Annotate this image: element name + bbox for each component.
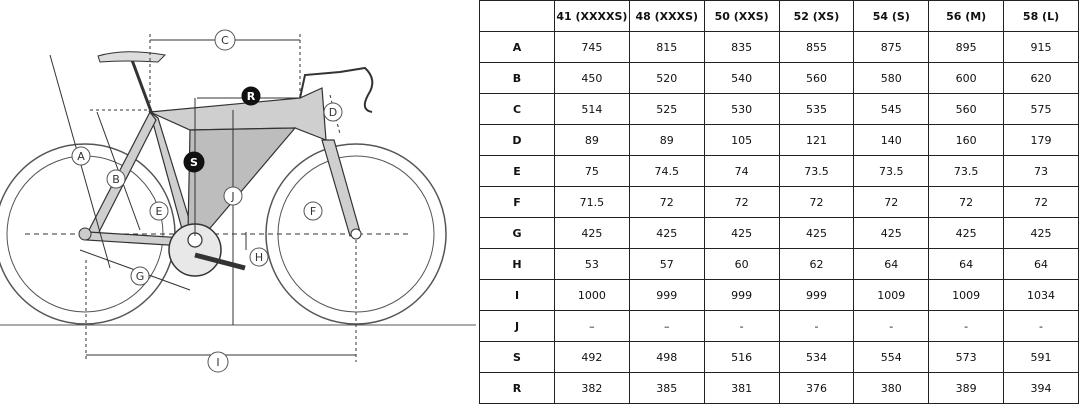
table-cell: 591: [1004, 342, 1079, 373]
table-cell: 73.5: [854, 156, 929, 187]
seatpost: [132, 60, 152, 114]
table-row: [480, 63, 1079, 94]
table-cell: 62: [779, 249, 854, 280]
table-row: [480, 218, 1079, 249]
rear-hub: [79, 228, 91, 240]
table-cell: 580: [854, 63, 929, 94]
table-cell: 380: [854, 373, 929, 404]
table-cell: –: [555, 311, 630, 342]
table-row: [480, 342, 1079, 373]
table-cell: 57: [629, 249, 704, 280]
table-row: [480, 187, 1079, 218]
table-cell: 72: [704, 187, 779, 218]
row-label: H: [480, 249, 555, 280]
table-cell: 389: [929, 373, 1004, 404]
table-cell: 74: [704, 156, 779, 187]
table-cell: 160: [929, 125, 1004, 156]
column-header: 58 (L): [1004, 1, 1079, 32]
svg-text:J: J: [231, 190, 235, 203]
table-cell: 60: [704, 249, 779, 280]
row-label: D: [480, 125, 555, 156]
table-row: [480, 94, 1079, 125]
label-I: [208, 352, 228, 372]
table-cell: 999: [779, 280, 854, 311]
table-row: [480, 125, 1079, 156]
table-cell: 745: [555, 32, 630, 63]
table-cell: 425: [555, 218, 630, 249]
table-cell: 89: [629, 125, 704, 156]
table-cell: 534: [779, 342, 854, 373]
table-cell: 560: [779, 63, 854, 94]
table-cell: 560: [929, 94, 1004, 125]
table-cell: –: [629, 311, 704, 342]
table-cell: 600: [929, 63, 1004, 94]
column-header: 56 (M): [929, 1, 1004, 32]
column-header: 50 (XXS): [704, 1, 779, 32]
column-header: 41 (XXXXS): [555, 1, 630, 32]
table-cell: 382: [555, 373, 630, 404]
row-label: E: [480, 156, 555, 187]
svg-text:C: C: [221, 34, 229, 47]
svg-text:G: G: [135, 270, 145, 283]
table-cell: 53: [555, 249, 630, 280]
table-cell: 1000: [555, 280, 630, 311]
table-row: [480, 32, 1079, 63]
label-E: [150, 202, 168, 220]
bike-frame: [86, 88, 360, 246]
table-cell: 179: [1004, 125, 1079, 156]
table-cell: 1034: [1004, 280, 1079, 311]
table-cell: 855: [779, 32, 854, 63]
table-cell: 620: [1004, 63, 1079, 94]
table-row: [480, 311, 1079, 342]
table-cell: 105: [704, 125, 779, 156]
table-cell: 545: [854, 94, 929, 125]
table-cell: 514: [555, 94, 630, 125]
table-cell: 895: [929, 32, 1004, 63]
table-cell: 425: [854, 218, 929, 249]
label-J: [224, 187, 242, 205]
table-cell: 498: [629, 342, 704, 373]
row-label: C: [480, 94, 555, 125]
svg-text:R: R: [246, 90, 256, 103]
table-cell: 64: [929, 249, 1004, 280]
table-cell: 535: [779, 94, 854, 125]
table-row: [480, 249, 1079, 280]
table-cell: 73.5: [929, 156, 1004, 187]
table-cell: -: [779, 311, 854, 342]
table-cell: 425: [629, 218, 704, 249]
table-cell: 72: [629, 187, 704, 218]
table-cell: 73.5: [779, 156, 854, 187]
table-cell: 385: [629, 373, 704, 404]
row-label: B: [480, 63, 555, 94]
table-cell: -: [854, 311, 929, 342]
column-header: 52 (XS): [779, 1, 854, 32]
svg-text:B: B: [112, 173, 120, 186]
table-cell: 71.5: [555, 187, 630, 218]
table-cell: 74.5: [629, 156, 704, 187]
table-row: [480, 156, 1079, 187]
label-A: [72, 147, 90, 165]
table-cell: 525: [629, 94, 704, 125]
table-cell: 450: [555, 63, 630, 94]
svg-text:E: E: [155, 205, 163, 218]
table-cell: 72: [779, 187, 854, 218]
table-cell: 72: [854, 187, 929, 218]
table-cell: 554: [854, 342, 929, 373]
table-cell: -: [929, 311, 1004, 342]
table-cell: 425: [704, 218, 779, 249]
table-cell: -: [1004, 311, 1079, 342]
svg-text:H: H: [254, 251, 264, 264]
column-header: 54 (S): [854, 1, 929, 32]
table-cell: 425: [1004, 218, 1079, 249]
geometry-table: [479, 0, 1079, 404]
table-cell: 575: [1004, 94, 1079, 125]
row-label: R: [480, 373, 555, 404]
bike-geometry-diagram: [0, 0, 476, 405]
table-cell: 573: [929, 342, 1004, 373]
row-label: A: [480, 32, 555, 63]
row-label: J: [480, 311, 555, 342]
table-cell: 815: [629, 32, 704, 63]
table-cell: 376: [779, 373, 854, 404]
label-R: [242, 87, 260, 105]
table-cell: 140: [854, 125, 929, 156]
table-cell: 64: [854, 249, 929, 280]
table-cell: 73: [1004, 156, 1079, 187]
table-cell: 89: [555, 125, 630, 156]
column-header: 48 (XXXS): [629, 1, 704, 32]
front-hub: [351, 229, 361, 239]
table-cell: 394: [1004, 373, 1079, 404]
svg-text:F: F: [309, 205, 317, 218]
table-cell: 516: [704, 342, 779, 373]
table-cell: 875: [854, 32, 929, 63]
table-cell: 1009: [929, 280, 1004, 311]
table-cell: 425: [779, 218, 854, 249]
label-H: [250, 248, 268, 266]
label-F: [304, 202, 322, 220]
table-row: [480, 373, 1079, 404]
svg-text:D: D: [328, 106, 338, 119]
table-cell: 530: [704, 94, 779, 125]
table-corner-cell: [480, 1, 555, 32]
table-cell: 915: [1004, 32, 1079, 63]
label-C: [215, 30, 235, 50]
table-cell: 520: [629, 63, 704, 94]
svg-text:I: I: [216, 356, 220, 369]
table-cell: 1009: [854, 280, 929, 311]
label-G: [131, 267, 149, 285]
row-label: S: [480, 342, 555, 373]
table-cell: 835: [704, 32, 779, 63]
table-cell: 425: [929, 218, 1004, 249]
table-cell: -: [704, 311, 779, 342]
label-S: [184, 152, 204, 172]
label-D: [324, 103, 342, 121]
table-cell: 381: [704, 373, 779, 404]
row-label: I: [480, 280, 555, 311]
table-cell: 75: [555, 156, 630, 187]
saddle: [98, 52, 165, 62]
table-cell: 540: [704, 63, 779, 94]
row-label: F: [480, 187, 555, 218]
table-header-row: [480, 1, 1079, 32]
label-B: [107, 170, 125, 188]
table-cell: 121: [779, 125, 854, 156]
table-cell: 72: [929, 187, 1004, 218]
table-row: [480, 280, 1079, 311]
table-cell: 999: [629, 280, 704, 311]
table-cell: 64: [1004, 249, 1079, 280]
svg-text:A: A: [77, 150, 85, 163]
table-cell: 492: [555, 342, 630, 373]
table-cell: 999: [704, 280, 779, 311]
row-label: G: [480, 218, 555, 249]
table-cell: 72: [1004, 187, 1079, 218]
svg-text:S: S: [190, 156, 198, 169]
